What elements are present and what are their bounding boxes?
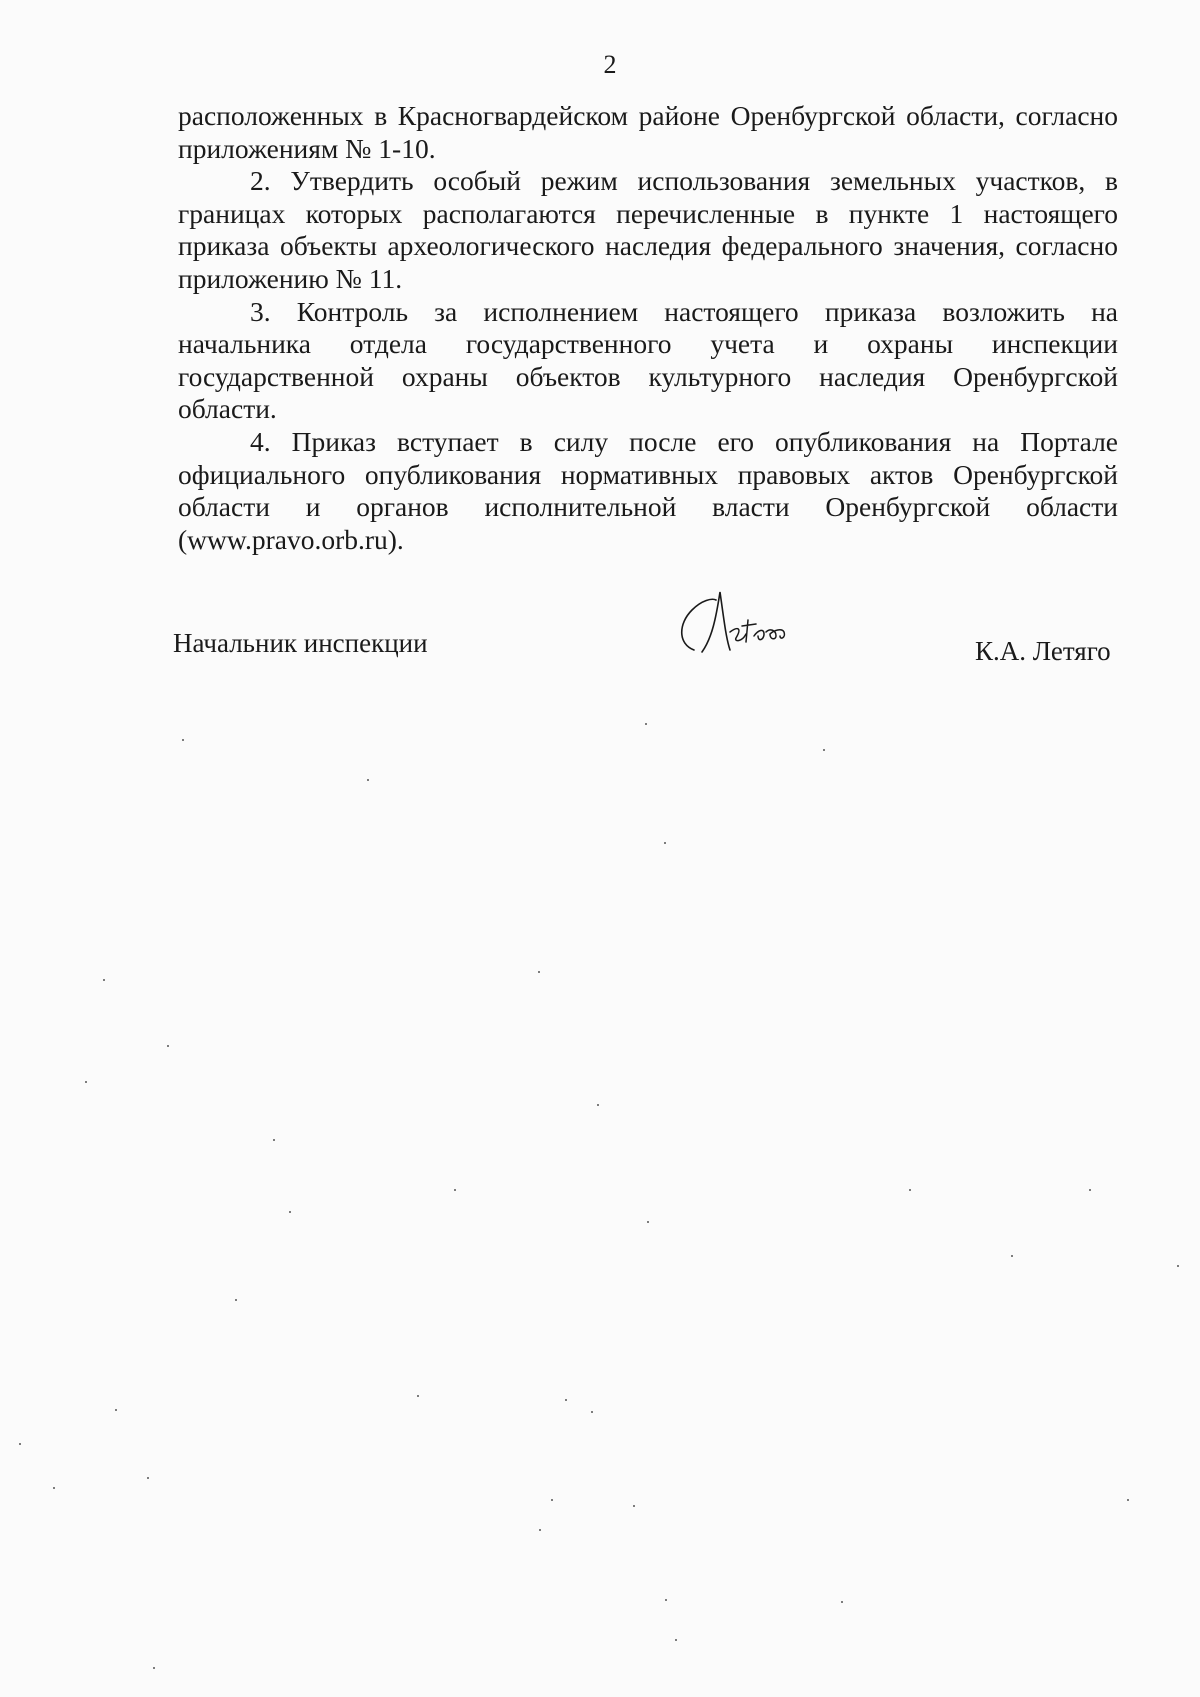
paragraph-item-4: 4. Приказ вступает в силу после его опубликования на Портале официального опубликования нормативных правовых актов Оренбургской области и органов исполнительной власти Оренбургской области (www.pravo.orb.ru).: [178, 425, 1118, 555]
page-number: 2: [603, 50, 617, 79]
signatory-position: Начальник инспекции: [173, 628, 428, 658]
signatory-name: К.А. Летяго: [975, 636, 1111, 666]
paragraph-continuation: расположенных в Красногвардейском районе Оренбургской области, согласно приложениям № 1-10.: [178, 100, 1118, 164]
paragraph-item-2: 2. Утвердить особый режим использования земельных участков, в границах которых располагаются перечисленные в пункте 1 настоящего приказа объекты археологического наследия федерального значения, согласно приложению № 11.: [178, 165, 1118, 294]
paragraph-item-3: 3. Контроль за исполнением настоящего приказа возложить на начальника отдела государственного учета и охраны инспекции государственной охраны объектов культурного наследия Оренбургской области.: [178, 295, 1118, 425]
